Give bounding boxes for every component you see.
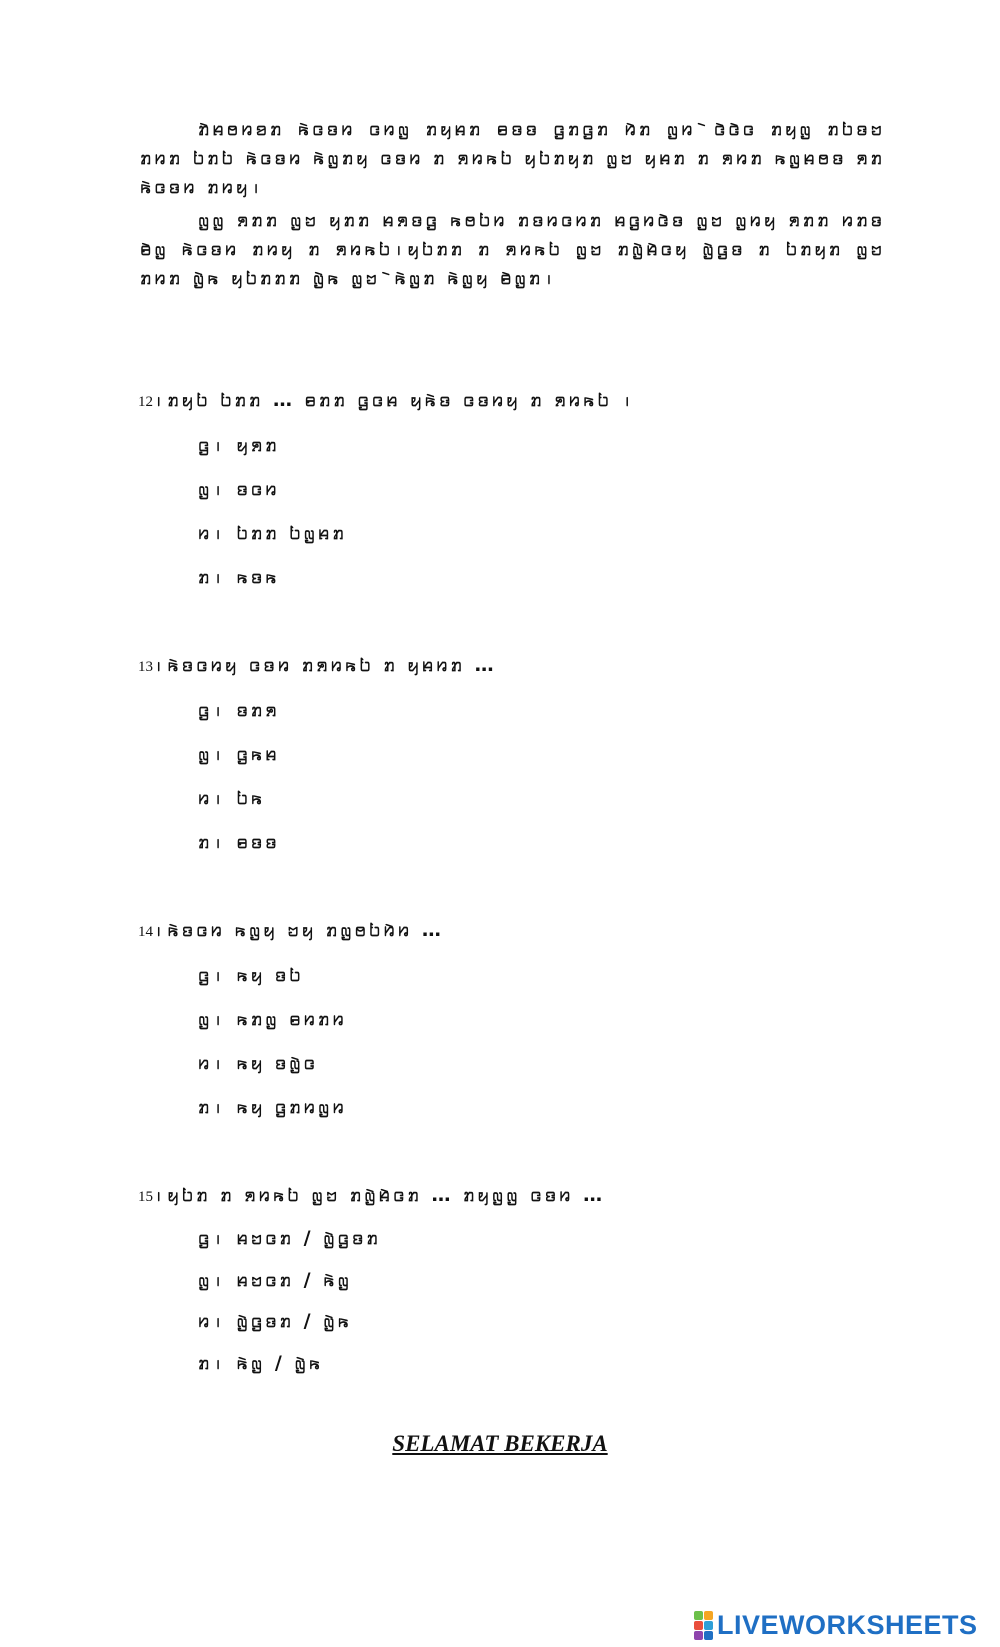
- option-text: ꤝꤊꤊ ꤝꤜꤌꤊ: [236, 522, 347, 544]
- option-label: ꤙ꤯: [198, 787, 227, 809]
- question-text: ꤊꤟꤝ ꤝꤊꤊ … ꤋꤊꤊ ꤞꤍꤌ ꤟꤒꤧꤢ ꤍꤢꤙꤟ ꤊ ꤎꤙꤒꤝ ꤯: [167, 389, 636, 411]
- liveworksheets-logo[interactable]: [694, 1610, 978, 1640]
- option-text: ꤝꤒ: [236, 787, 266, 809]
- intro-paragraph-1-text: ꤊꤧꤌꤥꤙꤤꤊ ꤒꤧꤍꤢꤙ ꤍꤙꤜ ꤊꤟꤌꤊ ꤋꤢꤢ ꤞꤊꤞꤊ ꤙꤧꤊ ꤜꤙ ꤧꤍꤧꤍꤧꤍ ꤊꤟꤜ ꤊꤝꤢꤠ ꤊꤙꤊ ꤝꤊꤝ ꤒꤧꤍꤢꤙ ꤒꤧꤜꤊꤟ ꤍꤢꤙ ꤊ ꤎꤙꤒꤝ ꤟꤝꤊꤟꤊ ꤜꤠ ꤟꤌꤊ ꤊ ꤎꤙꤊ ꤒꤜꤌꤥꤢ ꤎꤊ ꤒꤧꤍꤢꤙ ꤊꤙꤟ꤯: [140, 118, 885, 198]
- option-label: ꤞ꤯: [198, 1227, 227, 1249]
- question-12-option-b[interactable]: [198, 476, 280, 502]
- option-slash: /: [303, 1269, 314, 1291]
- question-12-option-d[interactable]: [198, 564, 280, 590]
- question-separator: ꤯: [153, 919, 168, 941]
- intro-paragraph-2: [140, 206, 885, 293]
- option-label: ꤊ꤯: [198, 1096, 227, 1118]
- intro-paragraph-1: [140, 115, 885, 202]
- question-13-option-a[interactable]: [198, 697, 280, 723]
- question-text: ꤒꤧꤢꤍꤙ ꤒꤜꤟ ꤠꤟ ꤊꤜꤥꤝꤙꤧꤙ …: [167, 919, 444, 941]
- option-text: ꤢꤊꤎ: [236, 699, 280, 721]
- question-14-option-d[interactable]: [198, 1094, 347, 1120]
- question-separator: ꤯: [153, 654, 168, 676]
- option-text: ꤒꤢꤒ: [236, 566, 280, 588]
- option-text: ꤢꤍꤙ: [236, 478, 280, 500]
- option-alt-text: ꤜꤧꤒ: [294, 1352, 324, 1374]
- question-15-option-b[interactable]: [198, 1267, 352, 1293]
- option-label: ꤊ꤯: [198, 1352, 227, 1374]
- question-13-option-c[interactable]: [198, 785, 265, 811]
- option-slash: /: [303, 1310, 314, 1332]
- logo-square: [704, 1631, 713, 1640]
- option-label: ꤊ꤯: [198, 831, 227, 853]
- option-text: ꤋꤢꤢ: [236, 831, 280, 853]
- question-12: [138, 387, 898, 415]
- option-text: ꤒꤟ ꤢꤝ: [236, 964, 304, 986]
- question-text: ꤒꤧꤢꤍꤙꤟ ꤍꤢꤙ ꤊꤎꤙꤒꤝ ꤊ ꤟꤌꤙꤊ …: [167, 654, 497, 676]
- option-alt-text: ꤜꤧꤞꤢꤊ: [323, 1227, 381, 1249]
- logo-square: [704, 1611, 713, 1620]
- option-label: ꤊ꤯: [198, 566, 227, 588]
- question-13-option-b[interactable]: [198, 741, 280, 767]
- option-label: ꤙ꤯: [198, 1052, 227, 1074]
- option-label: ꤜ꤯: [198, 1269, 227, 1291]
- option-text: ꤜꤧꤞꤢꤊ: [236, 1310, 295, 1332]
- question-14-option-a[interactable]: [198, 962, 304, 988]
- option-alt-text: ꤜꤧꤒ: [323, 1310, 353, 1332]
- question-number: 14: [138, 924, 153, 940]
- option-text: ꤟꤎꤊ: [236, 434, 280, 456]
- question-14-option-c[interactable]: [198, 1050, 318, 1076]
- question-14-option-b[interactable]: [198, 1006, 347, 1032]
- intro-paragraph-2-text: ꤜꤜ ꤎꤊꤊ ꤜꤠ ꤟꤊꤊ ꤌꤎꤢꤞ ꤒꤥꤝꤙ ꤊꤢꤙꤍꤙꤊ ꤌꤞꤙꤍꤧꤢ ꤜꤠ ꤜꤙꤟ ꤎꤊꤊ ꤙꤊꤢ ꤋꤧꤜ ꤒꤧꤍꤢꤙ ꤊꤙꤟ ꤊ ꤎꤙꤒꤝ꤯ꤟꤝꤊꤊ ꤊ ꤎꤙꤒꤝ ꤜꤠ ꤊꤜꤧꤌꤧꤍꤟ ꤜꤧꤞꤢ ꤊ ꤝꤊꤟꤊ ꤜꤠ ꤊꤙꤊ ꤜꤧꤒ ꤟꤝꤊꤊꤊ ꤜꤧꤒ ꤜꤠ ꤧꤒꤧꤜꤊ ꤒꤧꤜꤟ ꤋꤧꤜꤊ꤯: [140, 209, 885, 289]
- logo-square: [704, 1621, 713, 1630]
- option-label: ꤜ꤯: [198, 478, 227, 500]
- question-number: 13: [138, 659, 153, 675]
- logo-mark-icon: [694, 1611, 713, 1640]
- question-number: 12: [138, 394, 153, 410]
- option-text: ꤒꤧꤜ: [236, 1352, 266, 1374]
- option-text: ꤌꤠꤍꤊ: [236, 1227, 295, 1249]
- logo-square: [694, 1621, 703, 1630]
- option-text: ꤒꤊꤜ ꤋꤙꤊꤙ: [236, 1008, 347, 1030]
- question-14: [138, 917, 898, 945]
- option-text: ꤌꤠꤍꤊ: [236, 1269, 295, 1291]
- question-separator: ꤯: [153, 389, 168, 411]
- option-label: ꤜ꤯: [198, 1008, 227, 1030]
- question-15-option-d[interactable]: [198, 1350, 323, 1376]
- option-label: ꤙ꤯: [198, 522, 227, 544]
- logo-text: LIVEWORKSHEETS: [717, 1609, 978, 1640]
- option-label: ꤙ꤯: [198, 1310, 227, 1332]
- option-label: ꤞ꤯: [198, 964, 227, 986]
- option-text: ꤒꤟ ꤞꤊꤙꤜꤙ: [236, 1096, 347, 1118]
- question-13-option-d[interactable]: [198, 829, 280, 855]
- option-text: ꤒꤟ ꤢꤜꤧꤍ: [236, 1052, 319, 1074]
- option-slash: /: [274, 1352, 285, 1374]
- option-label: ꤞ꤯: [198, 699, 227, 721]
- closing-title: SELAMAT BEKERJA: [392, 1431, 608, 1456]
- option-label: ꤞ꤯: [198, 434, 227, 456]
- question-15: [138, 1182, 898, 1210]
- option-label: ꤜ꤯: [198, 743, 227, 765]
- question-text: ꤟꤝꤊ ꤊ ꤎꤙꤒꤝ ꤜꤠ ꤊꤜꤧꤌꤧꤍꤊ … ꤊꤟꤜꤜ ꤍꤢꤙ …: [167, 1184, 606, 1206]
- question-12-option-a[interactable]: [198, 432, 280, 458]
- option-text: ꤞꤒꤌ: [236, 743, 280, 765]
- question-12-option-c[interactable]: [198, 520, 347, 546]
- logo-square: [694, 1631, 703, 1640]
- question-number: 15: [138, 1189, 153, 1205]
- option-slash: /: [303, 1227, 314, 1249]
- question-15-option-a[interactable]: [198, 1225, 381, 1251]
- question-15-option-c[interactable]: [198, 1308, 352, 1334]
- logo-square: [694, 1611, 703, 1620]
- question-separator: ꤯: [153, 1184, 168, 1206]
- option-alt-text: ꤒꤧꤜ: [323, 1269, 353, 1291]
- question-13: [138, 652, 898, 680]
